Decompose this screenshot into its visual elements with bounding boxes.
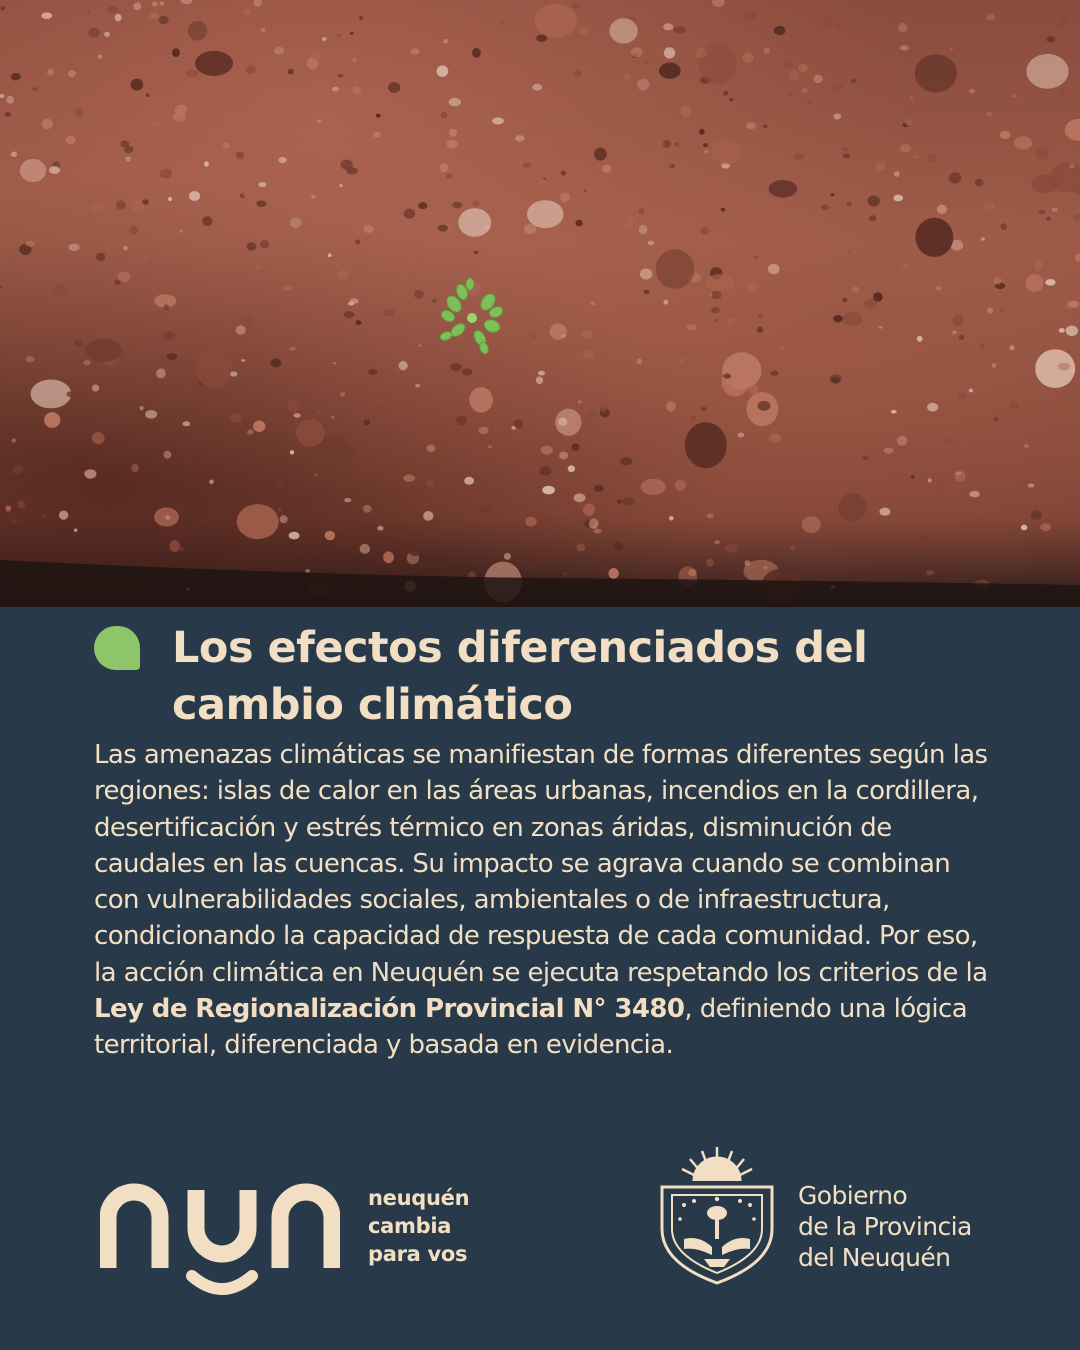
government-name: [798, 1180, 972, 1273]
leaf-bullet-icon: [94, 626, 140, 670]
ncv-tagline-line-3: para vos: [368, 1242, 468, 1266]
government-name-line-2: de la Provincia: [798, 1212, 972, 1241]
body-paragraph: [94, 737, 994, 1064]
law-name: Ley de Regionalización Provincial N° 3480: [94, 994, 685, 1025]
ncv-logo-icon: [100, 1180, 340, 1300]
ncv-tagline-line-2: cambia: [368, 1214, 452, 1238]
body-text-before: Las amenazas climáticas se manifiestan de formas diferentes según las regiones: islas de calor en las áreas urbanas, incendios en la cordillera, desertificación y estrés térmico en zonas áridas, disminución de caudales en las cuencas. Su impacto se agrava cuando se combinan con vulnerabilidades sociales, ambientales o de infraestructura, condicionando la capacidad de respuesta de cada comunidad. Por eso, la acción climática en Neuquén se ejecuta respetando los criterios de la: [94, 740, 988, 988]
seedling-icon: [0, 0, 1080, 607]
provincial-coat-of-arms-icon: [654, 1143, 780, 1288]
government-name-line-3: del Neuquén: [798, 1243, 951, 1272]
ncv-tagline: [368, 1184, 469, 1268]
government-name-line-1: Gobierno: [798, 1181, 908, 1210]
page-title: Los efectos diferenciados del cambio climático: [172, 623, 868, 730]
ncv-tagline-line-1: neuquén: [368, 1186, 470, 1210]
hero-photo: [0, 0, 1080, 607]
body-text-after: , definiendo una lógica territorial, diferenciada y basada en evidencia.: [94, 994, 968, 1061]
